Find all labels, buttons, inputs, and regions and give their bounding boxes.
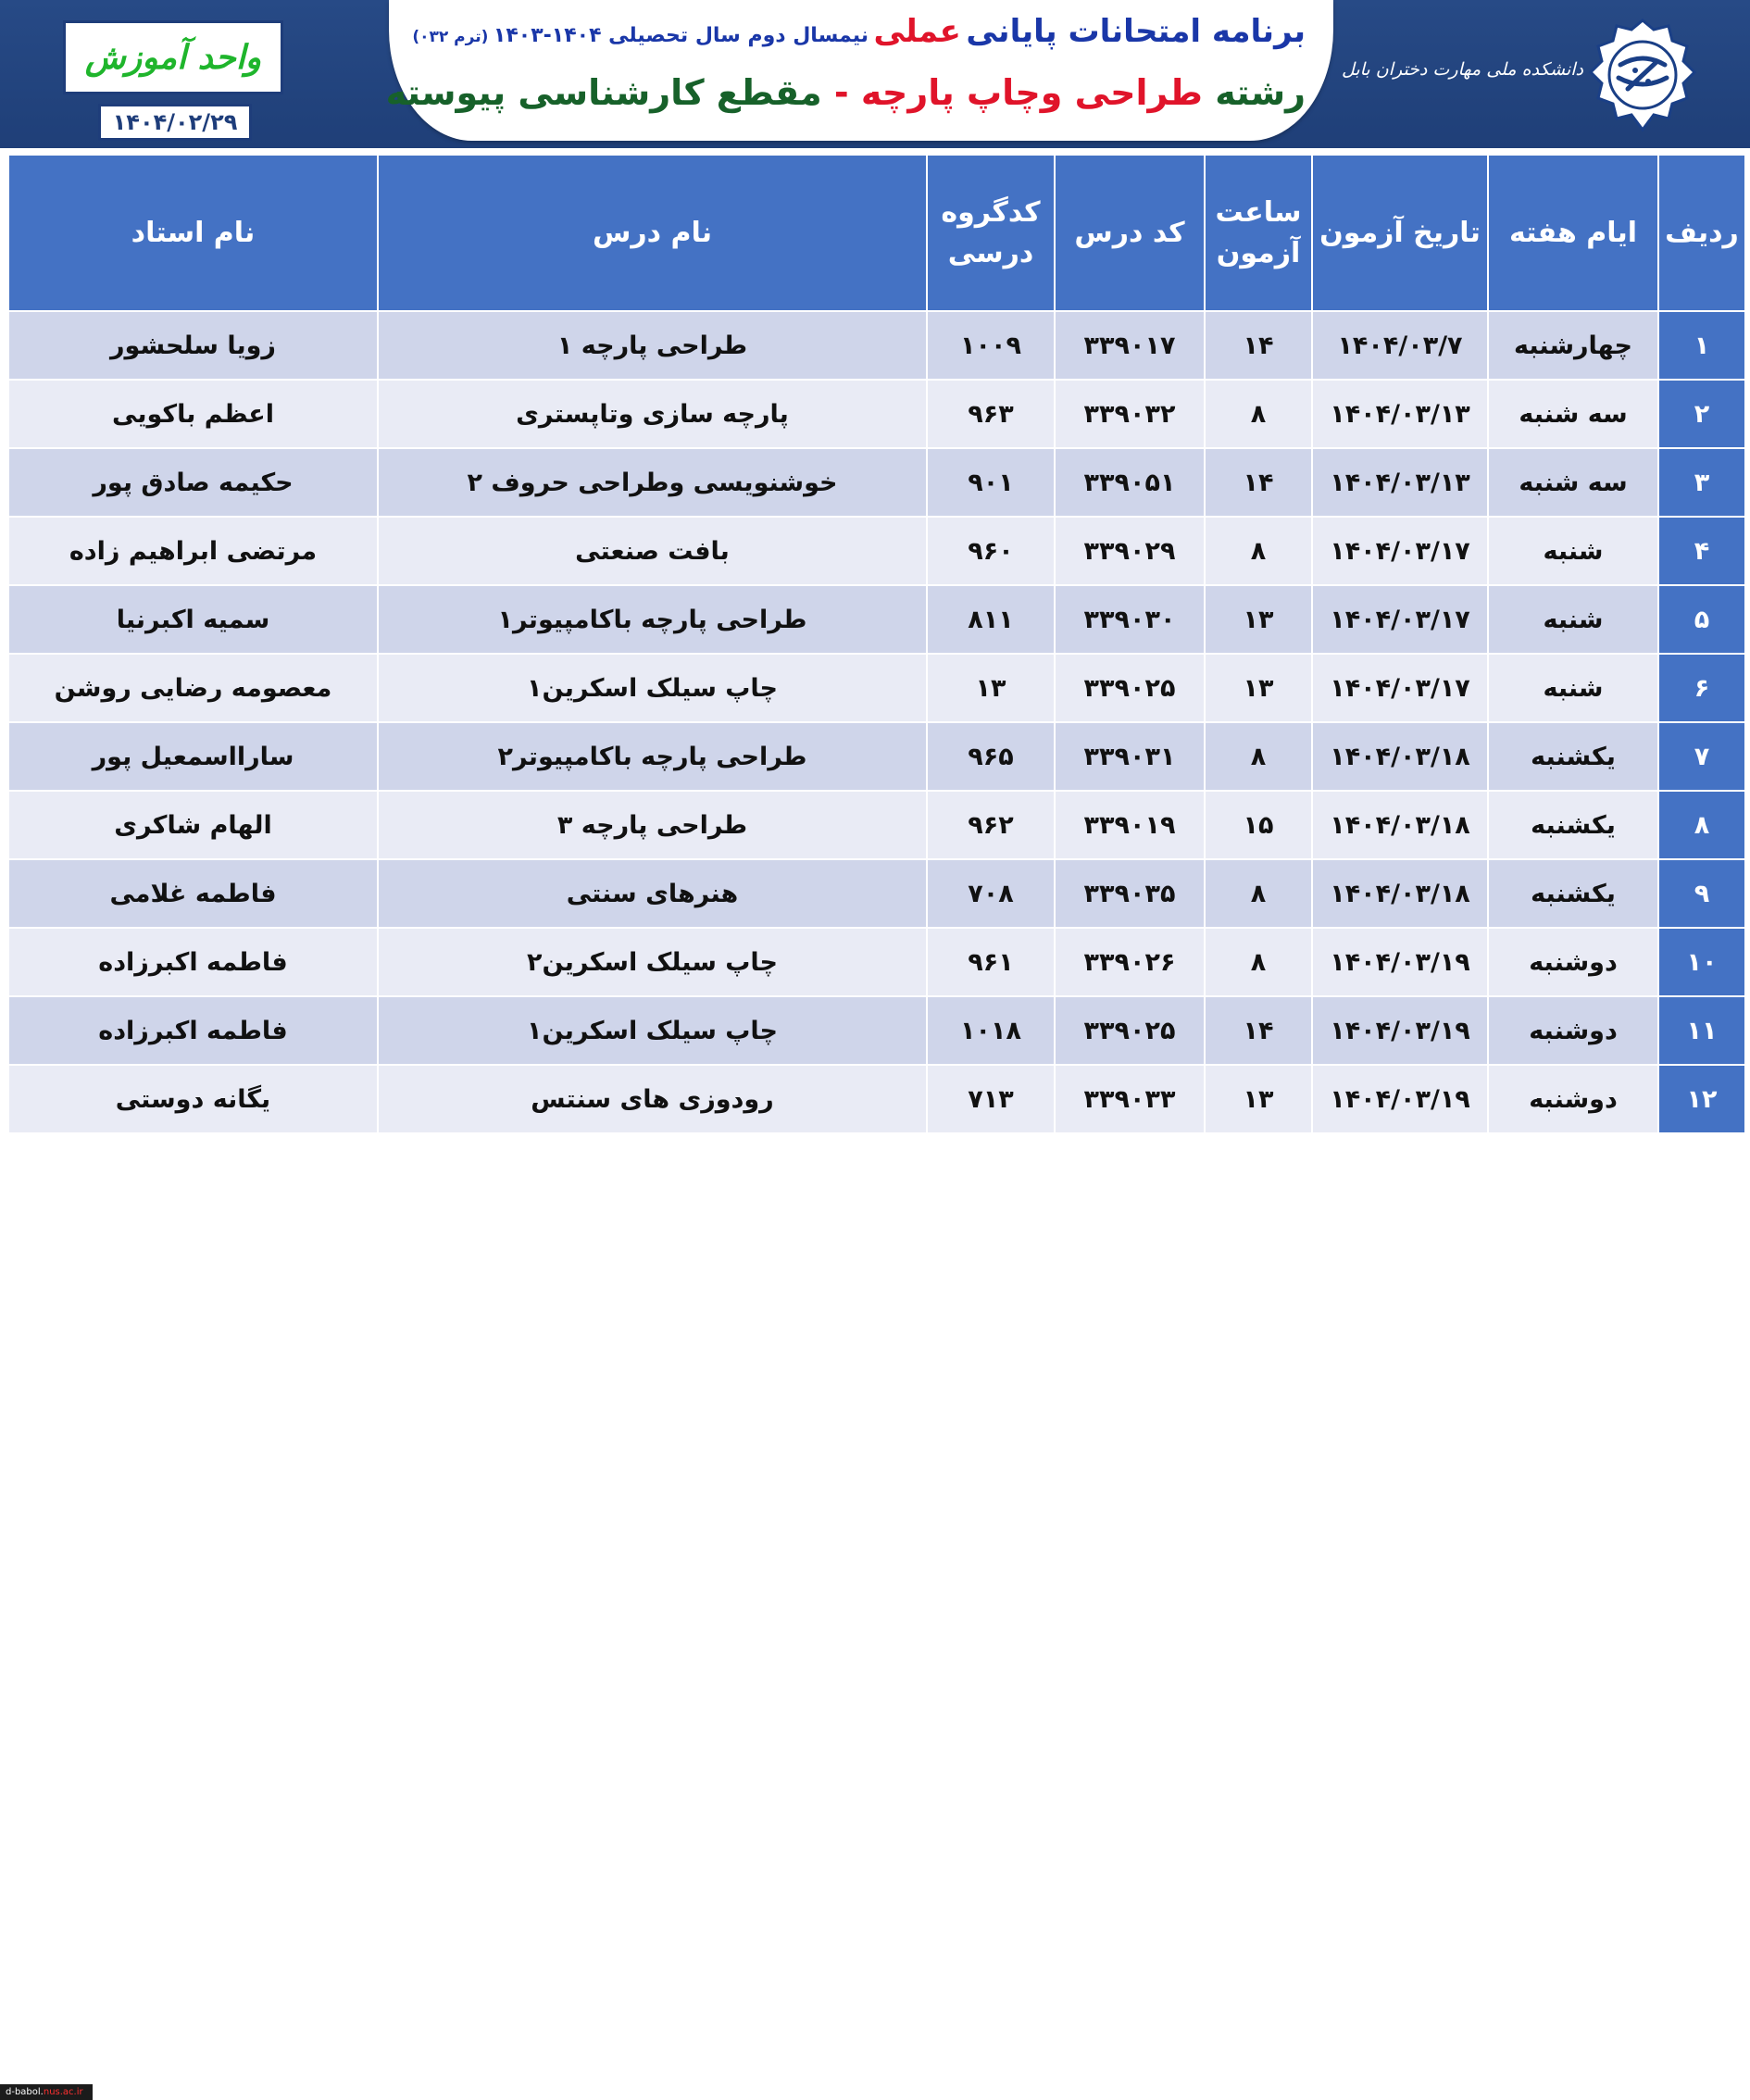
- group-code-cell: ۱۰۱۸: [927, 996, 1055, 1065]
- teacher-name-cell: زویا سلحشور: [8, 311, 378, 380]
- row-number-cell: ۱: [1658, 311, 1745, 380]
- exam-time-cell: ۸: [1205, 928, 1312, 996]
- course-name-cell: رودوزی های سنتس: [378, 1065, 927, 1133]
- field-prefix: رشته: [1215, 72, 1306, 113]
- course-code-cell: ۳۳۹۰۱۹: [1055, 791, 1205, 859]
- exam-time-cell: ۱۳: [1205, 585, 1312, 654]
- weekday-cell: یکشنبه: [1488, 722, 1658, 791]
- exam-date-cell: ۱۴۰۴/۰۳/۱۸: [1312, 722, 1488, 791]
- course-code-cell: ۳۳۹۰۳۲: [1055, 380, 1205, 448]
- teacher-name-cell: فاطمه اکبرزاده: [8, 928, 378, 996]
- exam-date-cell: ۱۴۰۴/۰۳/۱۳: [1312, 380, 1488, 448]
- course-code-cell: ۳۳۹۰۳۱: [1055, 722, 1205, 791]
- level-prefix: مقطع: [716, 72, 822, 113]
- weekday-cell: یکشنبه: [1488, 859, 1658, 928]
- col-header-course-name: نام درس: [378, 155, 927, 311]
- group-code-cell: ۹۶۱: [927, 928, 1055, 996]
- course-name-cell: هنرهای سنتی: [378, 859, 927, 928]
- course-code-cell: ۳۳۹۰۲۹: [1055, 517, 1205, 585]
- field-name: طراحی وچاپ پارچه: [860, 72, 1203, 113]
- col-header-exam-time: ساعت آزمون: [1205, 155, 1312, 311]
- table-row: [8, 791, 1745, 859]
- education-unit-label: واحد آموزش: [84, 38, 262, 77]
- exam-time-cell: ۸: [1205, 722, 1312, 791]
- table-row: [8, 654, 1745, 722]
- exam-date-cell: ۱۴۰۴/۰۳/۱۸: [1312, 859, 1488, 928]
- row-number-cell: ۱۲: [1658, 1065, 1745, 1133]
- course-name-cell: طراحی پارچه باکامپیوتر۲: [378, 722, 927, 791]
- group-code-cell: ۹۰۱: [927, 448, 1055, 517]
- course-name-cell: طراحی پارچه باکامپیوتر۱: [378, 585, 927, 654]
- exam-time-cell: ۱۳: [1205, 1065, 1312, 1133]
- weekday-cell: شنبه: [1488, 517, 1658, 585]
- table-row: [8, 722, 1745, 791]
- course-code-cell: ۳۳۹۰۳۰: [1055, 585, 1205, 654]
- course-name-cell: چاپ سیلک اسکرین۲: [378, 928, 927, 996]
- exam-time-cell: ۱۴: [1205, 448, 1312, 517]
- course-code-cell: ۳۳۹۰۲۵: [1055, 654, 1205, 722]
- row-number-cell: ۱۱: [1658, 996, 1745, 1065]
- level-dash: -: [833, 72, 849, 113]
- row-number-cell: ۲: [1658, 380, 1745, 448]
- course-code-cell: ۳۳۹۰۳۳: [1055, 1065, 1205, 1133]
- group-code-cell: ۹۶۲: [927, 791, 1055, 859]
- exam-date-cell: ۱۴۰۴/۰۳/۱۳: [1312, 448, 1488, 517]
- row-number-cell: ۹: [1658, 859, 1745, 928]
- group-code-cell: ۱۰۰۹: [927, 311, 1055, 380]
- exam-date-cell: ۱۴۰۴/۰۳/۱۹: [1312, 928, 1488, 996]
- weekday-cell: سه شنبه: [1488, 448, 1658, 517]
- group-code-cell: ۹۶۰: [927, 517, 1055, 585]
- title-practical: عملی: [873, 13, 961, 50]
- teacher-name-cell: فاطمه غلامی: [8, 859, 378, 928]
- exam-date-cell: ۱۴۰۴/۰۳/۱۷: [1312, 585, 1488, 654]
- row-number-cell: ۳: [1658, 448, 1745, 517]
- group-code-cell: ۸۱۱: [927, 585, 1055, 654]
- col-header-exam-date: تاریخ آزمون: [1312, 155, 1488, 311]
- table-row: [8, 859, 1745, 928]
- course-name-cell: طراحی پارچه ۳: [378, 791, 927, 859]
- course-name-cell: پارچه سازی وتاپستری: [378, 380, 927, 448]
- exam-date-cell: ۱۴۰۴/۰۳/۱۹: [1312, 996, 1488, 1065]
- weekday-cell: شنبه: [1488, 654, 1658, 722]
- exam-time-cell: ۱۴: [1205, 311, 1312, 380]
- weekday-cell: شنبه: [1488, 585, 1658, 654]
- course-code-cell: ۳۳۹۰۳۵: [1055, 859, 1205, 928]
- table-row: [8, 517, 1745, 585]
- teacher-name-cell: حکیمه صادق پور: [8, 448, 378, 517]
- exam-date-cell: ۱۴۰۴/۰۳/۱۹: [1312, 1065, 1488, 1133]
- table-header-row: [8, 155, 1745, 311]
- footer-domain: nus.ac.ir: [43, 2087, 83, 2097]
- table-row: [8, 380, 1745, 448]
- row-number-cell: ۵: [1658, 585, 1745, 654]
- exam-date-cell: ۱۴۰۴/۰۳/۱۸: [1312, 791, 1488, 859]
- teacher-name-cell: اعظم باکویی: [8, 380, 378, 448]
- teacher-name-cell: الهام شاکری: [8, 791, 378, 859]
- exam-time-cell: ۸: [1205, 380, 1312, 448]
- exam-time-cell: ۱۴: [1205, 996, 1312, 1065]
- course-code-cell: ۳۳۹۰۲۶: [1055, 928, 1205, 996]
- group-code-cell: ۷۰۸: [927, 859, 1055, 928]
- col-header-weekday: ایام هفته: [1488, 155, 1658, 311]
- row-number-cell: ۶: [1658, 654, 1745, 722]
- course-name-cell: چاپ سیلک اسکرین۱: [378, 996, 927, 1065]
- row-number-cell: ۷: [1658, 722, 1745, 791]
- course-code-cell: ۳۳۹۰۱۷: [1055, 311, 1205, 380]
- weekday-cell: دوشنبه: [1488, 928, 1658, 996]
- group-code-cell: ۱۳: [927, 654, 1055, 722]
- course-name-cell: چاپ سیلک اسکرین۱: [378, 654, 927, 722]
- group-code-cell: ۷۱۳: [927, 1065, 1055, 1133]
- group-code-cell: ۹۶۳: [927, 380, 1055, 448]
- table-row: [8, 1065, 1745, 1133]
- footer-watermark: [0, 2084, 93, 2100]
- exam-time-cell: ۱۵: [1205, 791, 1312, 859]
- page-header: [0, 0, 1750, 148]
- course-code-cell: ۳۳۹۰۵۱: [1055, 448, 1205, 517]
- exam-time-cell: ۸: [1205, 517, 1312, 585]
- university-name: دانشکده ملی مهارت دختران بابل: [1341, 59, 1583, 80]
- title-term: (ترم ۰۳۲): [412, 28, 489, 46]
- exam-schedule-table: [7, 154, 1746, 1134]
- teacher-name-cell: معصومه رضایی روشن: [8, 654, 378, 722]
- exam-date-cell: ۱۴۰۴/۰۳/۱۷: [1312, 517, 1488, 585]
- weekday-cell: چهارشنبه: [1488, 311, 1658, 380]
- teacher-name-cell: مرتضی ابراهیم زاده: [8, 517, 378, 585]
- course-name-cell: طراحی پارچه ۱: [378, 311, 927, 380]
- table-row: [8, 928, 1745, 996]
- university-logo-icon: [1587, 17, 1698, 133]
- title-line-1: [412, 13, 1306, 50]
- weekday-cell: یکشنبه: [1488, 791, 1658, 859]
- footer-prefix: d-babol.: [6, 2087, 44, 2097]
- teacher-name-cell: یگانه دوستی: [8, 1065, 378, 1133]
- title-line-2: [385, 72, 1306, 113]
- course-name-cell: بافت صنعتی: [378, 517, 927, 585]
- table-row: [8, 996, 1745, 1065]
- col-header-course-code: کد درس: [1055, 155, 1205, 311]
- table-row: [8, 585, 1745, 654]
- col-header-teacher: نام استاد: [8, 155, 378, 311]
- course-code-cell: ۳۳۹۰۲۵: [1055, 996, 1205, 1065]
- teacher-name-cell: فاطمه اکبرزاده: [8, 996, 378, 1065]
- exam-date-cell: ۱۴۰۴/۰۳/۷: [1312, 311, 1488, 380]
- row-number-cell: ۱۰: [1658, 928, 1745, 996]
- table-row: [8, 448, 1745, 517]
- col-header-group-code: کدگروه درسی: [927, 155, 1055, 311]
- weekday-cell: سه شنبه: [1488, 380, 1658, 448]
- title-semester: نیمسال دوم سال تحصیلی ۱۴۰۴-۱۴۰۳: [493, 24, 869, 47]
- exam-time-cell: ۱۳: [1205, 654, 1312, 722]
- issue-date: ۱۴۰۴/۰۲/۲۹: [112, 109, 238, 135]
- issue-date-box: [98, 104, 252, 141]
- col-header-row-number: ردیف: [1658, 155, 1745, 311]
- row-number-cell: ۴: [1658, 517, 1745, 585]
- weekday-cell: دوشنبه: [1488, 1065, 1658, 1133]
- exam-date-cell: ۱۴۰۴/۰۳/۱۷: [1312, 654, 1488, 722]
- group-code-cell: ۹۶۵: [927, 722, 1055, 791]
- course-name-cell: خوشنویسی وطراحی حروف ۲: [378, 448, 927, 517]
- row-number-cell: ۸: [1658, 791, 1745, 859]
- teacher-name-cell: سمیه اکبرنیا: [8, 585, 378, 654]
- teacher-name-cell: سارااسمعیل پور: [8, 722, 378, 791]
- title-main: برنامه امتحانات پایانی: [966, 13, 1306, 50]
- exam-time-cell: ۸: [1205, 859, 1312, 928]
- weekday-cell: دوشنبه: [1488, 996, 1658, 1065]
- table-row: [8, 311, 1745, 380]
- education-unit-box: [63, 20, 283, 94]
- level-name: کارشناسی پیوسته: [385, 72, 705, 113]
